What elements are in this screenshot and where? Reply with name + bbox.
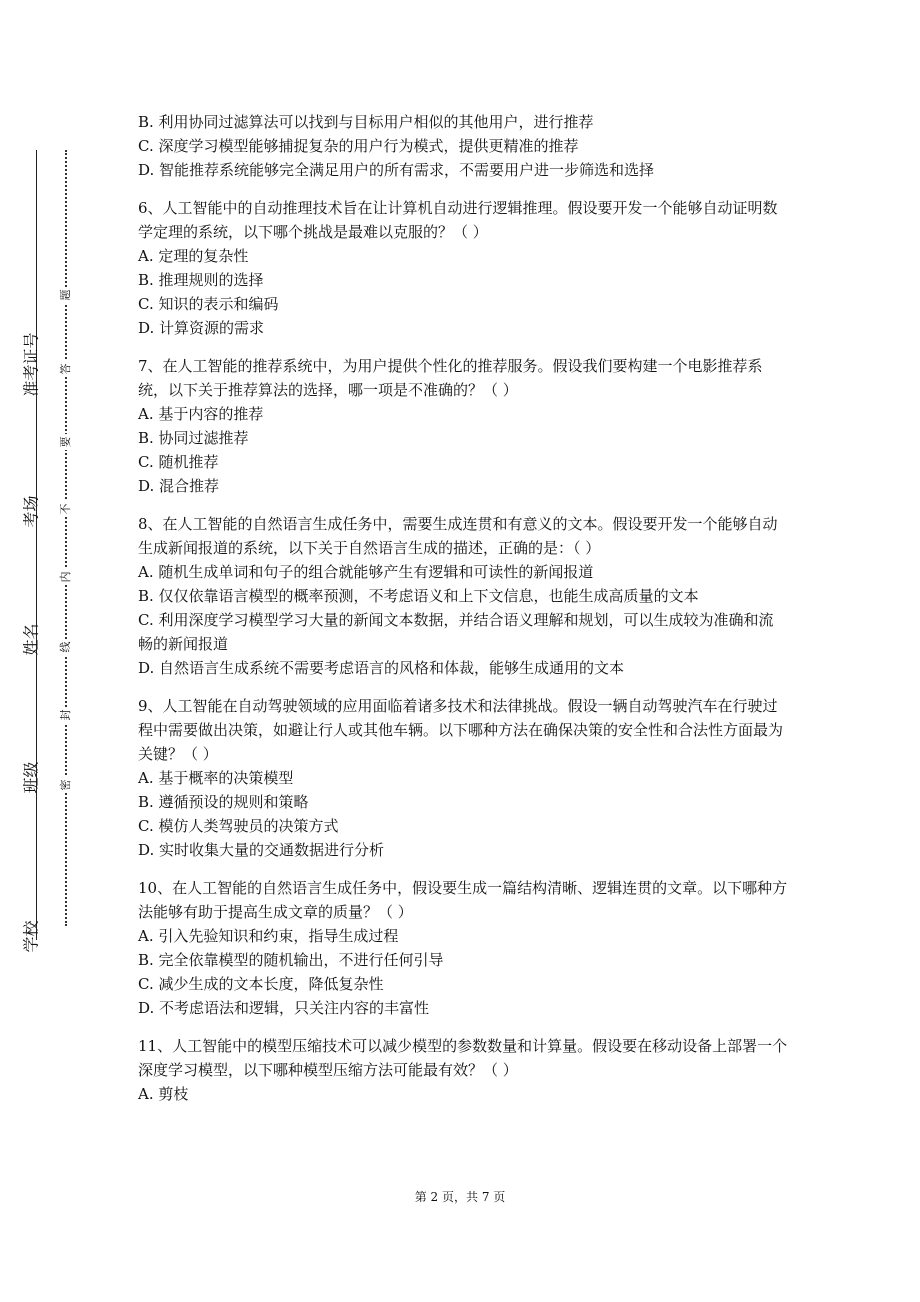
option: D. 智能推荐系统能够完全满足用户的所有需求，不需要用户进一步筛选和选择 <box>138 161 655 179</box>
option: A. 引入先验知识和约束，指导生成过程 <box>138 927 399 945</box>
option: D. 计算资源的需求 <box>138 319 265 337</box>
option: B. 仅仅依靠语言模型的概率预测，不考虑语义和上下文信息，也能生成高质量的文本 <box>138 587 699 605</box>
option: C. 减少生成的文本长度，降低复杂性 <box>138 975 384 993</box>
question-9 <box>138 694 788 862</box>
question-8 <box>138 512 788 680</box>
label-school: 学校 <box>21 920 41 953</box>
option: A. 基于概率的决策模型 <box>138 769 294 787</box>
continued-options <box>138 110 788 182</box>
seal-char: 线 <box>59 639 73 655</box>
question-text: 10、在人工智能的自然语言生成任务中，假设要生成一篇结构清晰、逻辑连贯的文章。以下哪种方法能够有助于提高生成文章的质量？（ ） <box>138 879 788 921</box>
label-class: 班级 <box>21 761 41 794</box>
seal-char: 题 <box>59 287 73 303</box>
question-text: 7、在人工智能的推荐系统中，为用户提供个性化的推荐服务。假设我们要构建一个电影推荐系统，以下关于推荐算法的选择，哪一项是不准确的？（ ） <box>138 357 763 399</box>
option: A. 定理的复杂性 <box>138 247 249 265</box>
option: B. 协同过滤推荐 <box>138 429 249 447</box>
option: C. 随机推荐 <box>138 453 219 471</box>
option: D. 自然语言生成系统不需要考虑语言的风格和体裁，能够生成通用的文本 <box>138 659 625 677</box>
seal-char: 不 <box>59 501 73 517</box>
seal-char: 内 <box>59 569 73 585</box>
option: C. 知识的表示和编码 <box>138 295 279 313</box>
question-6 <box>138 196 788 340</box>
seal-dotted-line <box>65 150 67 926</box>
seal-char: 封 <box>59 707 73 723</box>
page-number: 第 2 页，共 7 页 <box>414 1190 506 1204</box>
question-11 <box>138 1034 788 1106</box>
question-text: 6、人工智能中的自动推理技术旨在让计算机自动进行逻辑推理。假设要开发一个能够自动证明数学定理的系统，以下哪个挑战是最难以克服的？（ ） <box>138 199 778 241</box>
seal-char: 密 <box>59 777 73 793</box>
option: B. 遵循预设的规则和策略 <box>138 793 309 811</box>
option: D. 不考虑语法和逻辑，只关注内容的丰富性 <box>138 999 430 1017</box>
option: A. 基于内容的推荐 <box>138 405 264 423</box>
option: B. 推理规则的选择 <box>138 271 264 289</box>
option: D. 实时收集大量的交通数据进行分析 <box>138 841 385 859</box>
question-text: 11、人工智能中的模型压缩技术可以减少模型的参数数量和计算量。假设要在移动设备上部署一个深度学习模型，以下哪种模型压缩方法可能最有效？（ ） <box>138 1037 788 1079</box>
question-text: 8、在人工智能的自然语言生成任务中，需要生成连贯和有意义的文本。假设要开发一个能够自动生成新闻报道的系统，以下关于自然语言生成的描述，正确的是：（ ） <box>138 515 778 557</box>
question-text: 9、人工智能在自动驾驶领域的应用面临着诸多技术和法律挑战。假设一辆自动驾驶汽车在行驶过程中需要做出决策，如避让行人或其他车辆。以下哪种方法在确保决策的安全性和合法性方面最为关键？（ ） <box>138 697 784 763</box>
option: B. 完全依靠模型的随机输出，不进行任何引导 <box>138 951 444 969</box>
label-exam-room: 考场 <box>21 495 41 528</box>
option: A. 随机生成单词和句子的组合就能够产生有逻辑和可读性的新闻报道 <box>138 563 594 581</box>
label-name: 姓名 <box>21 623 41 656</box>
question-7 <box>138 354 788 498</box>
seal-char: 答 <box>59 361 73 377</box>
underline-school-class <box>36 150 37 940</box>
label-exam-number: 准考证号 <box>21 332 41 397</box>
option: D. 混合推荐 <box>138 477 220 495</box>
option: C. 模仿人类驾驶员的决策方式 <box>138 817 339 835</box>
question-10 <box>138 876 788 1020</box>
binding-margin <box>0 0 120 1302</box>
option: A. 剪枝 <box>138 1085 189 1103</box>
seal-char: 要 <box>59 434 73 450</box>
option: C. 深度学习模型能够捕捉复杂的用户行为模式，提供更精准的推荐 <box>138 137 579 155</box>
option: B. 利用协同过滤算法可以找到与目标用户相似的其他用户，进行推荐 <box>138 113 594 131</box>
question-content <box>138 110 788 1106</box>
option: C. 利用深度学习模型学习大量的新闻文本数据，并结合语义理解和规划，可以生成较为准确和流畅的新闻报道 <box>138 611 774 653</box>
